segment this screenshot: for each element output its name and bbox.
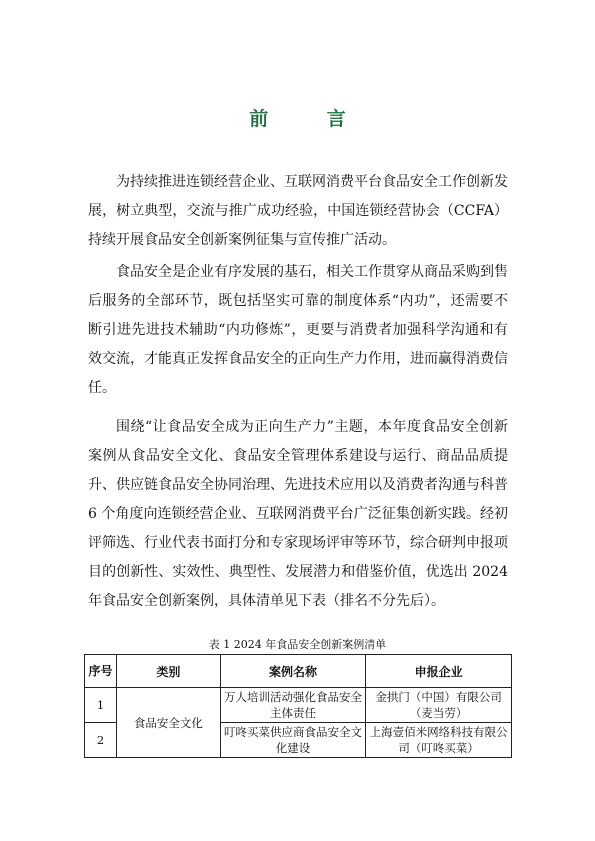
paragraph-food-safety: 食品安全是企业有序发展的基石，相关工作贯穿从商品采购到售后服务的全部环节，既包括坚实可靠的制度体系“内功”，还需要不断引进先进技术辅助“内功修炼”，更要与消费者加强科学沟通和有效交流，才能真正发挥食品安全的正向生产力作用，进而赢得消费信任。 [88,264,508,396]
cell-case-name: 叮咚买菜供应商食品安全文化建设 [220,723,366,758]
header-no: 序号 [85,655,117,688]
cell-company: 金拱门（中国）有限公司（麦当劳） [366,688,512,723]
table-caption: 表 1 2024 年食品安全创新案例清单 [208,638,387,651]
table-header-row [85,655,512,688]
header-category: 类别 [116,655,220,688]
header-case-name: 案例名称 [220,655,366,688]
case-list-table [84,654,512,758]
table-row [85,688,512,723]
paragraph-intro: 为持续推进连锁经营企业、互联网消费平台食品安全工作创新发展，树立典型，交流与推广成功经验，中国连锁经营协会（CCFA）持续开展食品安全创新案例征集与宣传推广活动。 [88,174,508,248]
cell-no: 2 [85,723,117,758]
cell-company: 上海壹佰米网络科技有限公司（叮咚买菜） [366,723,512,758]
cell-case-name: 万人培训活动强化食品安全主体责任 [220,688,366,723]
cell-category: 食品安全文化 [116,688,220,758]
cell-no: 1 [85,688,117,723]
page-title: 前 言 [249,108,372,130]
header-company: 申报企业 [366,655,512,688]
paragraph-theme: 围绕“让食品安全成为正向生产力”主题，本年度食品安全创新案例从食品安全文化、食品安全管理体系建设与运行、商品品质提升、供应链食品安全协同治理、先进技术应用以及消费者沟通与科普 6 个角度向连锁经营企业、互联网消费平台广泛征集创新实践。经初评筛选、行业代表书面打分和专家现场评审等环节，综合研判申报项目的创新性、实效性、典型性、发展潜力和借鉴价值，优选出 2024 年食品安全创新案例，具体清单见下表（排名不分先后）。 [88,419,508,609]
